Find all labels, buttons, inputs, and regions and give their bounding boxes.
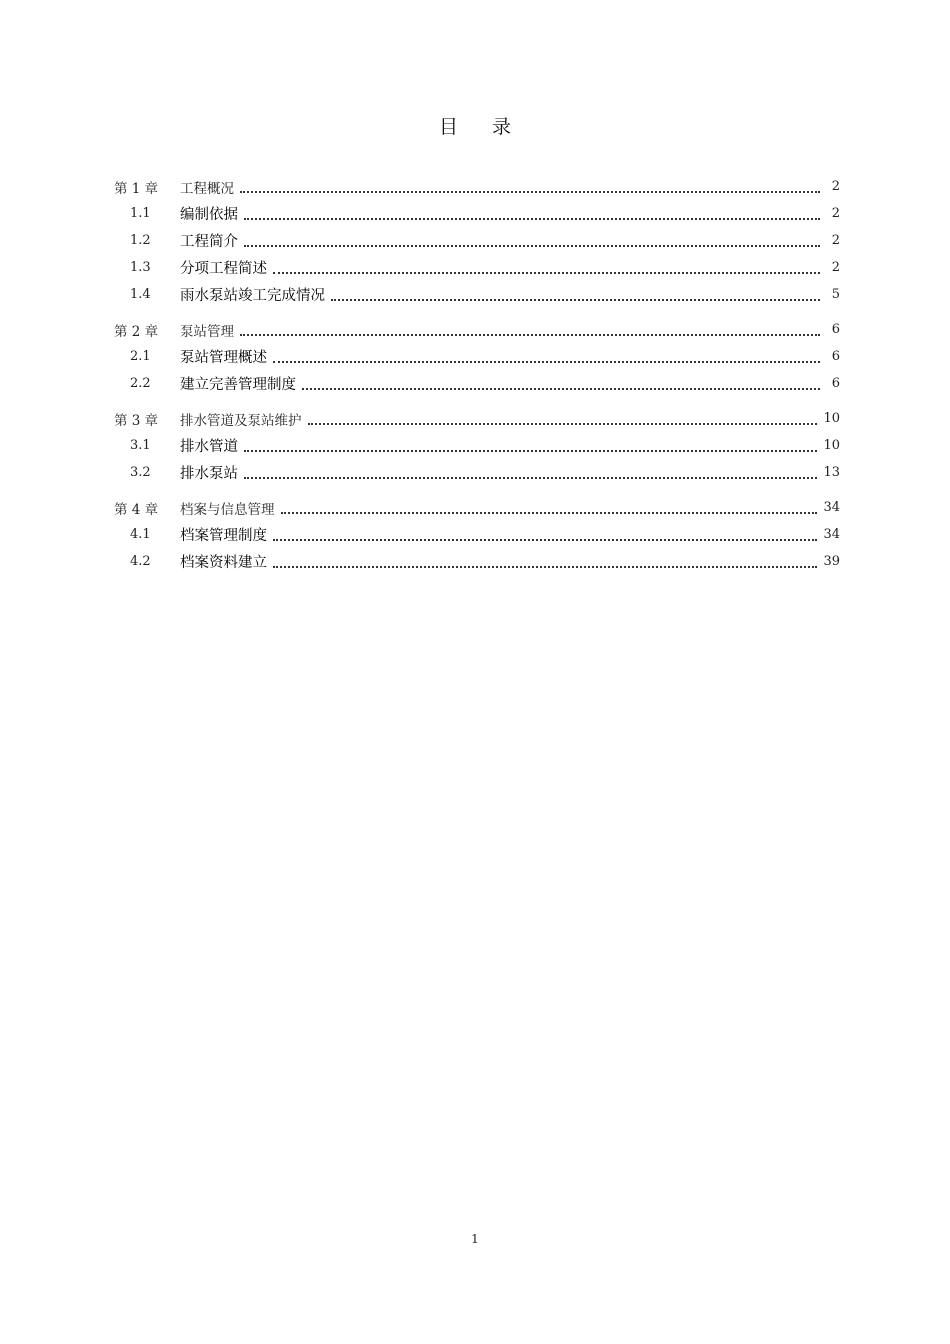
dot-leader (244, 231, 820, 247)
toc-page-number: 2 (831, 206, 840, 221)
section-number: 3.1 (130, 438, 151, 453)
toc-section-entry[interactable] (114, 432, 840, 459)
section-title: 排水泵站 (180, 466, 238, 482)
toc-section-entry[interactable] (114, 521, 840, 548)
section-title: 泵站管理概述 (180, 350, 267, 366)
dot-leader (273, 347, 820, 363)
toc-page-number: 39 (823, 554, 840, 569)
section-title: 分项工程简述 (180, 261, 267, 277)
toc-page-number: 5 (831, 287, 840, 302)
section-number: 1.1 (130, 206, 151, 221)
dot-leader (331, 285, 820, 301)
dot-leader (244, 204, 820, 220)
chapter-number: 第 1 章 (114, 180, 159, 197)
toc-chapter-entry[interactable] (114, 173, 840, 200)
dot-leader (308, 409, 818, 425)
section-number: 2.1 (130, 349, 151, 364)
table-of-contents (114, 173, 840, 575)
toc-page-number: 2 (831, 260, 840, 275)
section-number: 4.2 (130, 554, 151, 569)
dot-leader (273, 258, 820, 274)
section-title: 档案管理制度 (180, 528, 267, 544)
toc-page-number: 2 (831, 179, 840, 194)
section-title: 建立完善管理制度 (180, 377, 296, 393)
section-number: 1.2 (130, 233, 151, 248)
section-number: 1.4 (130, 287, 151, 302)
dot-leader (244, 436, 817, 452)
chapter-title: 排水管道及泵站维护 (180, 412, 302, 429)
dot-leader (281, 498, 818, 514)
section-number: 1.3 (130, 260, 151, 275)
toc-section-entry[interactable] (114, 548, 840, 575)
toc-section-entry[interactable] (114, 281, 840, 308)
dot-leader (273, 525, 817, 541)
toc-section-entry[interactable] (114, 370, 840, 397)
chapter-title: 档案与信息管理 (180, 501, 275, 518)
toc-section-entry[interactable] (114, 343, 840, 370)
toc-section-entry[interactable] (114, 459, 840, 486)
toc-chapter-entry[interactable] (114, 405, 840, 432)
toc-page-number: 2 (831, 233, 840, 248)
toc-page-number: 6 (831, 349, 840, 364)
dot-leader (302, 374, 820, 390)
section-title: 雨水泵站竣工完成情况 (180, 288, 325, 304)
section-title: 工程简介 (180, 234, 238, 250)
toc-page-number: 6 (831, 376, 840, 391)
toc-page-number: 6 (831, 322, 840, 337)
toc-page-number: 10 (823, 438, 840, 453)
chapter-title: 工程概况 (180, 180, 234, 197)
chapter-number: 第 3 章 (114, 412, 159, 429)
toc-chapter-entry[interactable] (114, 494, 840, 521)
section-number: 3.2 (130, 465, 151, 480)
section-number: 4.1 (130, 527, 151, 542)
section-title: 编制依据 (180, 207, 238, 223)
chapter-title: 泵站管理 (180, 323, 234, 340)
toc-page-number: 10 (823, 411, 840, 426)
toc-section-entry[interactable] (114, 254, 840, 281)
section-number: 2.2 (130, 376, 151, 391)
toc-section-entry[interactable] (114, 200, 840, 227)
toc-page-number: 13 (823, 465, 840, 480)
section-title: 档案资料建立 (180, 555, 267, 571)
dot-leader (240, 177, 820, 193)
toc-section-entry[interactable] (114, 227, 840, 254)
dot-leader (273, 552, 817, 568)
toc-page-number: 34 (823, 500, 840, 515)
dot-leader (240, 320, 820, 336)
page-number-footer: 1 (471, 1232, 479, 1246)
toc-chapter-entry[interactable] (114, 316, 840, 343)
chapter-number: 第 2 章 (114, 323, 159, 340)
section-title: 排水管道 (180, 439, 238, 455)
toc-title: 目 录 (438, 116, 526, 138)
dot-leader (244, 463, 817, 479)
toc-page-number: 34 (823, 527, 840, 542)
chapter-number: 第 4 章 (114, 501, 159, 518)
